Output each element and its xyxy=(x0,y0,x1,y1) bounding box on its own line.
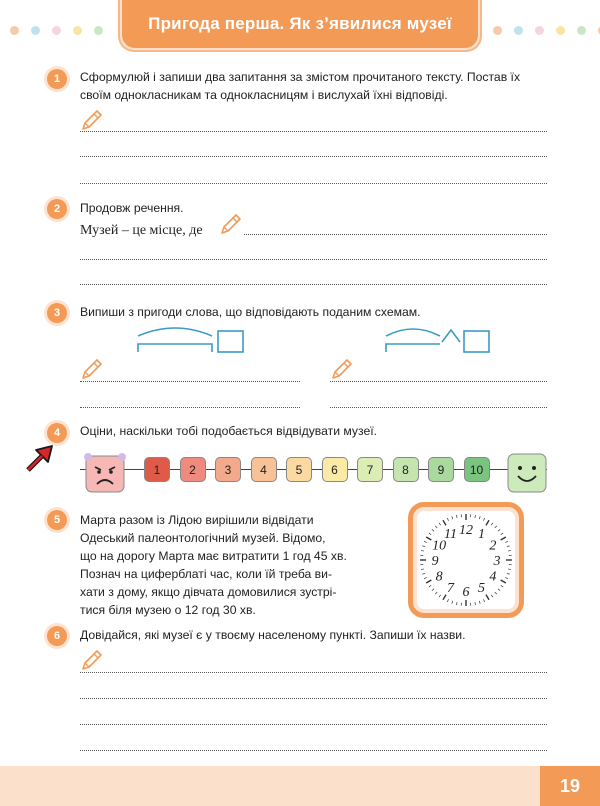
clock-tick xyxy=(439,523,441,525)
title-tab xyxy=(122,0,478,48)
clock-tick xyxy=(479,516,480,519)
word-scheme-root-ending xyxy=(130,322,250,356)
clock-numeral: 2 xyxy=(489,538,497,554)
task-5-text-line: що на дорогу Марта має витратити 1 год 45 хв. xyxy=(80,549,347,563)
clock-tick xyxy=(501,533,503,535)
task-5-text-line: тися біля музею о 12 год 30 хв. xyxy=(80,603,256,617)
task-5-text-line: Одеський палеонтологічний музей. Відомо, xyxy=(80,531,326,545)
clock-tick xyxy=(435,592,437,594)
clock-tick xyxy=(456,515,457,518)
clock-tick xyxy=(479,601,480,604)
task-5-text-line: Марта разом із Лідою вирішили відвідати xyxy=(80,513,314,527)
clock-tick xyxy=(501,580,506,583)
word-scheme-root-suffix-ending xyxy=(378,320,498,356)
decor-dot xyxy=(535,26,544,35)
decor-dot xyxy=(10,26,19,35)
clock-tick xyxy=(452,516,453,519)
task-3-text: Випиши з пригоди слова, що відповідають поданим схемам. xyxy=(80,305,421,319)
pencil-icon xyxy=(330,357,354,381)
clock-tick xyxy=(483,518,484,521)
clock-numeral: 10 xyxy=(432,538,447,554)
clock-tick xyxy=(495,526,497,528)
answer-line[interactable] xyxy=(80,407,300,408)
clock-tick xyxy=(422,546,425,547)
decor-dot xyxy=(52,26,61,35)
decor-dot xyxy=(514,26,523,35)
answer-line[interactable] xyxy=(80,156,547,157)
rating-option-8[interactable]: 8 xyxy=(393,457,419,482)
clock-tick xyxy=(507,546,510,547)
clock-tick xyxy=(508,550,511,551)
rating-option-2[interactable]: 2 xyxy=(180,457,206,482)
answer-line[interactable] xyxy=(80,750,547,751)
rating-option-6[interactable]: 6 xyxy=(322,457,348,482)
clock-numeral: 12 xyxy=(459,523,473,538)
decor-dot xyxy=(577,26,586,35)
task-number: 3 xyxy=(47,303,67,323)
answer-line[interactable] xyxy=(80,724,547,725)
clock-tick xyxy=(491,595,493,597)
clock-tick xyxy=(501,537,506,540)
clock-numeral: 1 xyxy=(478,527,485,543)
pencil-icon xyxy=(80,648,104,672)
clock-tick xyxy=(498,529,500,531)
clock-dial[interactable] xyxy=(408,502,524,618)
clock-tick xyxy=(429,585,431,587)
clock-numeral: 4 xyxy=(489,569,497,585)
clock-numeral: 11 xyxy=(444,527,457,543)
rating-option-3[interactable]: 3 xyxy=(215,457,241,482)
clock-tick xyxy=(439,595,441,597)
clock-tick xyxy=(491,523,493,525)
rating-option-5[interactable]: 5 xyxy=(286,457,312,482)
answer-line[interactable] xyxy=(244,234,547,235)
task-6-text: Довідайся, які музеї є у твоєму населеному пункті. Запиши їх назви. xyxy=(80,628,466,642)
answer-line[interactable] xyxy=(330,381,547,382)
task-5-text-line: Познач на циферблаті час, коли їй треба ви- xyxy=(80,567,333,581)
clock-tick xyxy=(507,573,510,574)
pencil-icon xyxy=(219,212,243,236)
clock-tick xyxy=(432,529,434,531)
clock-tick xyxy=(429,533,431,535)
task-number: 2 xyxy=(47,199,67,219)
page-title: Пригода перша. Як з’явилися музеї xyxy=(148,14,452,33)
answer-line[interactable] xyxy=(80,183,547,184)
clock-tick xyxy=(447,518,448,521)
clock-tick xyxy=(422,573,425,574)
arrow-icon xyxy=(22,440,56,476)
clock-tick xyxy=(424,541,427,542)
decor-dot xyxy=(73,26,82,35)
clock-tick xyxy=(424,577,427,578)
answer-line[interactable] xyxy=(80,381,300,382)
task-number: 1 xyxy=(47,69,67,89)
decor-dot xyxy=(493,26,502,35)
clock-tick xyxy=(483,599,484,602)
clock-tick xyxy=(452,601,453,604)
clock-tick xyxy=(456,602,457,605)
clock-tick xyxy=(443,595,446,600)
clock-tick xyxy=(432,589,434,591)
clock-tick xyxy=(443,520,446,525)
clock-tick xyxy=(498,589,500,591)
clock-tick xyxy=(508,569,511,570)
clock-tick xyxy=(475,515,476,518)
task-2-text: Продовж речення. xyxy=(80,201,184,215)
clock-tick xyxy=(486,595,489,600)
task-5-text-line: хати з дому, якщо дівчата домовилися зустрі- xyxy=(80,585,337,599)
task-number: 5 xyxy=(47,510,67,530)
footer-band xyxy=(0,766,600,806)
decor-dot xyxy=(556,26,565,35)
task-number: 4 xyxy=(47,423,67,443)
pencil-icon xyxy=(80,108,104,132)
task-1-text-line-2: своїм однокласникам та однокласницям і вислухай їхні відповіді. xyxy=(80,88,448,102)
clock-tick xyxy=(447,599,448,602)
sentence-start: Музей – це місце, де xyxy=(80,223,203,238)
task-number: 6 xyxy=(47,626,67,646)
happy-face-icon xyxy=(504,448,550,496)
answer-line[interactable] xyxy=(80,672,547,673)
rating-option-10[interactable]: 10 xyxy=(464,457,490,482)
page-number: 19 xyxy=(540,766,600,806)
rating-option-7[interactable]: 7 xyxy=(357,457,383,482)
clock-numeral: 6 xyxy=(462,585,470,600)
decor-dot xyxy=(94,26,103,35)
answer-line[interactable] xyxy=(80,698,547,699)
answer-line[interactable] xyxy=(330,407,547,408)
task-1-text-line-1: Сформулюй і запиши два запитання за змістом прочитаного тексту. Постав їх xyxy=(80,70,521,84)
clock-numeral: 5 xyxy=(478,580,485,596)
clock-tick xyxy=(421,550,424,551)
clock-tick xyxy=(435,526,437,528)
clock-tick xyxy=(421,569,424,570)
clock-tick xyxy=(505,577,508,578)
pencil-icon xyxy=(80,357,104,381)
sad-face-icon xyxy=(82,448,128,496)
clock-tick xyxy=(475,602,476,605)
rating-option-9[interactable]: 9 xyxy=(428,457,454,482)
task-4-text: Оціни, наскільки тобі подобається відвідувати музеї. xyxy=(80,424,378,438)
clock-tick xyxy=(426,580,431,583)
clock-tick xyxy=(426,537,431,540)
clock-numeral: 9 xyxy=(431,554,439,569)
clock-numeral: 3 xyxy=(493,554,501,569)
clock-tick xyxy=(495,592,497,594)
rating-option-4[interactable]: 4 xyxy=(251,457,277,482)
clock-numeral: 7 xyxy=(447,580,454,596)
answer-line[interactable] xyxy=(80,284,547,285)
rating-option-1[interactable]: 1 xyxy=(144,457,170,482)
clock-tick xyxy=(501,585,503,587)
decor-dot xyxy=(31,26,40,35)
clock-tick xyxy=(486,520,489,525)
answer-line[interactable] xyxy=(80,259,547,260)
answer-line[interactable] xyxy=(80,131,547,132)
clock-numeral: 8 xyxy=(435,569,443,585)
clock-tick xyxy=(505,541,508,542)
